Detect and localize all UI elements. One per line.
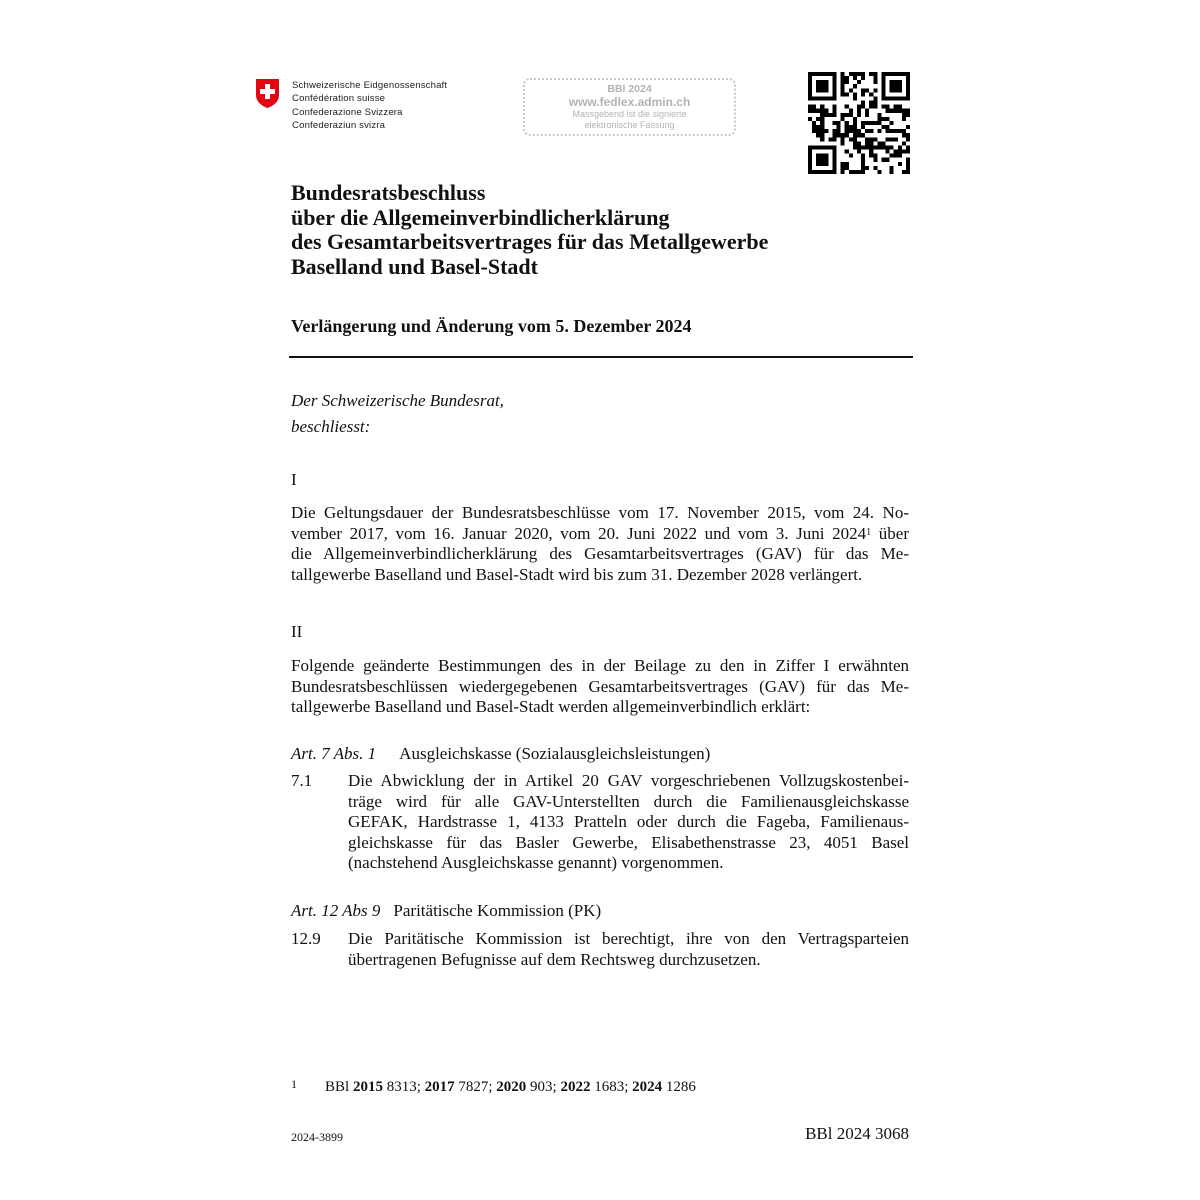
footnote-prefix: BBl (325, 1079, 353, 1095)
footnote-year: 2020 (496, 1079, 527, 1095)
footnote-number: 1 (291, 1077, 297, 1091)
paragraph-line: tallgewerbe Baselland und Basel-Stadt werden allgemeinverbindlich erklärt: (291, 697, 811, 716)
paragraph-line: Folgende geänderte Bestimmungen des in der Beilage zu den in Ziffer I erwähnten (291, 656, 909, 675)
stamp-url: www.fedlex.admin.ch (568, 95, 691, 109)
document-title (291, 181, 911, 279)
article-title: Ausgleichskasse (Sozialausgleichsleistungen) (399, 744, 711, 763)
section-ii-paragraph (291, 656, 909, 718)
footnote-page: 1286 (662, 1079, 696, 1095)
footnote-year: 2024 (632, 1079, 663, 1095)
footnote-year: 2017 (424, 1079, 455, 1095)
paragraph-line: Bundesratsbeschlüssen wiedergegebenen Gesamtarbeitsvertrages (GAV) für das Me- (291, 676, 909, 696)
paragraph-line: träge wird für alle GAV-Unterstellten durch die Familienausgleichskasse (348, 791, 909, 811)
paragraph-number: 7.1 (291, 771, 313, 790)
paragraph-7-1-text (348, 771, 909, 874)
article-reference: Art. 12 Abs 9 (291, 901, 381, 920)
paragraph-line: die Allgemeinverbindlicherklärung des Gesamtarbeitsvertrages (GAV) für das Me- (291, 544, 909, 563)
fedlex-stamp (523, 78, 736, 136)
stamp-bbl: BBl 2024 (607, 83, 652, 95)
title-line: Bundesratsbeschluss (291, 180, 486, 205)
title-line: über die Allgemeinverbindlicherklärung (291, 204, 670, 230)
section-i-paragraph (291, 503, 909, 585)
paragraph-12-9-text (348, 929, 909, 970)
confederation-name-it: Confederazione Svizzera (292, 106, 403, 118)
swiss-cross-emblem-icon (254, 78, 281, 109)
confederation-name-fr: Confédération suisse (292, 93, 386, 105)
footnote-year: 2015 (352, 1079, 383, 1095)
title-line: Baselland und Basel-Stadt (291, 253, 538, 279)
confederation-names (292, 79, 447, 132)
paragraph-line: Die Paritätische Kommission ist berechtigt, ihre von den Vertragsparteien (348, 929, 909, 948)
preamble (291, 388, 504, 439)
stamp-note-1: Massgebend ist die signierte (572, 109, 687, 119)
paragraph-line: Die Geltungsdauer der Bundesratsbeschlüsse vom 17. November 2015, vom 24. No- (291, 503, 909, 522)
stamp-note-2: elektronische Fassung (584, 120, 675, 130)
article-7-heading (291, 744, 710, 764)
footnote-year: 2022 (560, 1079, 591, 1095)
qr-code-icon (808, 72, 910, 174)
confederation-name-rm: Confederaziun svizra (292, 119, 386, 131)
article-title: Paritätische Kommission (PK) (393, 901, 602, 920)
article-12-heading (291, 901, 601, 921)
title-line: des Gesamtarbeitsvertrages für das Metallgewerbe (291, 229, 769, 254)
paragraph-line-text: vember 2017, vom 16. Januar 2020, vom 20. Juni 2022 und vom 3. Juni 2024 (291, 523, 867, 543)
footnote-page: 7827; (454, 1079, 497, 1095)
paragraph-line: Die Abwicklung der in Artikel 20 GAV vorgeschriebenen Vollzugskostenbei- (348, 771, 909, 790)
paragraph-line: (nachstehend Ausgleichskasse genannt) vorgenommen. (348, 853, 724, 872)
section-heading-ii: II (291, 622, 303, 641)
footnote-text (325, 1079, 696, 1096)
section-heading-i: I (291, 470, 297, 489)
preamble-line: beschliesst: (291, 416, 371, 436)
document-subtitle: Verlängerung und Änderung vom 5. Dezember 2024 (291, 316, 692, 336)
preamble-line: Der Schweizerische Bundesrat, (291, 391, 504, 410)
footnote-page: 1683; (590, 1079, 633, 1095)
title-divider (289, 356, 913, 358)
footnote-page: 8313; (382, 1079, 425, 1095)
paragraph-number: 12.9 (291, 929, 321, 948)
article-reference: Art. 7 Abs. 1 (291, 744, 377, 763)
page-reference: BBl 2024 3068 (805, 1124, 909, 1143)
document-number: 2024-3899 (291, 1130, 343, 1144)
paragraph-line (291, 524, 909, 545)
paragraph-line: tallgewerbe Baselland und Basel-Stadt wird bis zum 31. Dezember 2028 verlängert. (291, 564, 863, 584)
footnote-page: 903; (526, 1079, 561, 1095)
footnote-reference[interactable]: 1 (866, 526, 872, 538)
confederation-name-de: Schweizerische Eidgenossenschaft (292, 80, 448, 91)
paragraph-line: übertragenen Befugnisse auf dem Rechtsweg durchzusetzen. (348, 949, 761, 969)
paragraph-line-tail: über (871, 523, 909, 543)
paragraph-line: GEFAK, Hardstrasse 1, 4133 Pratteln oder durch die Fageba, Familienaus- (348, 812, 909, 831)
paragraph-line: gleichskasse für das Basler Gewerbe, Elisabethenstrasse 23, 4051 Basel (348, 832, 909, 852)
